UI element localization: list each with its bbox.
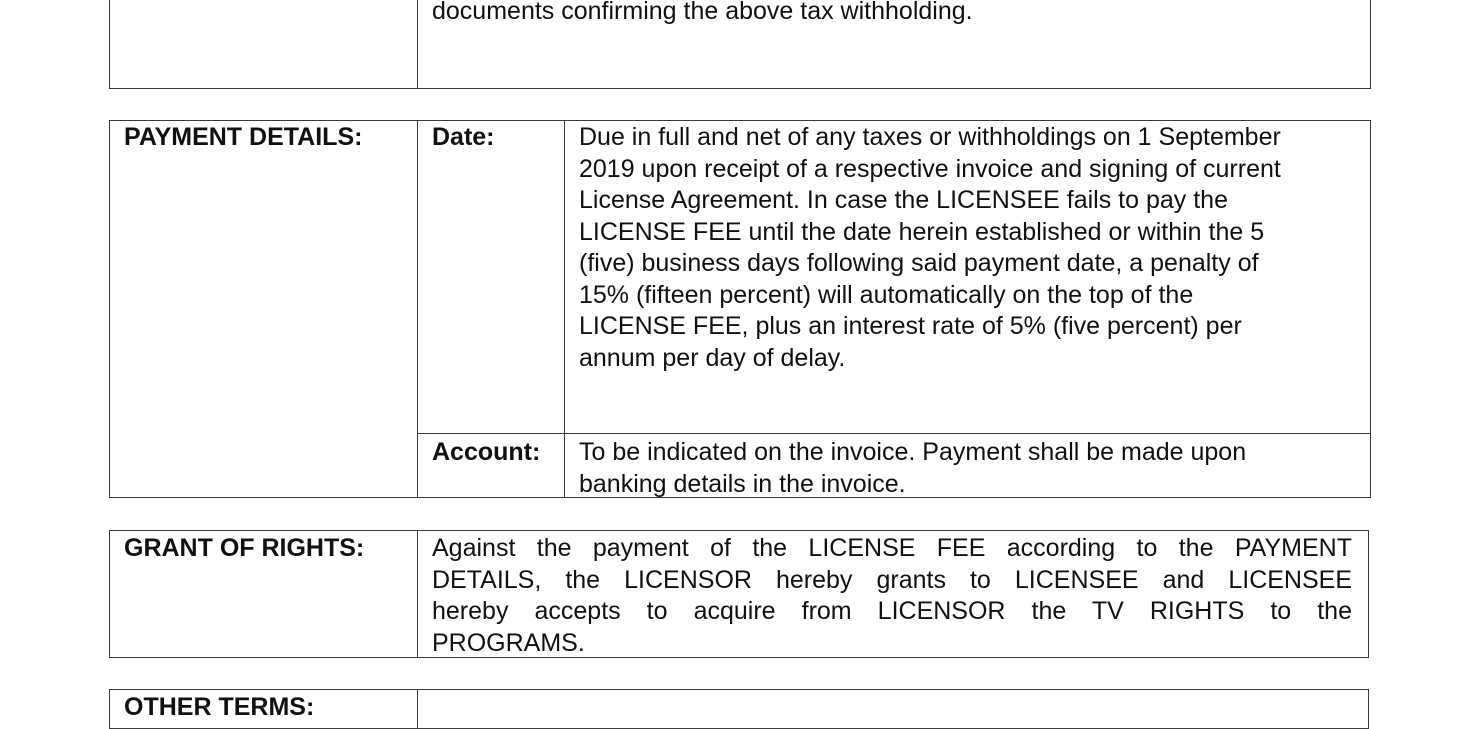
date-line: LICENSE FEE, plus an interest rate of 5% (five percent) per (579, 312, 1242, 340)
other-terms-divider (417, 689, 418, 729)
payment-details-row-divider (417, 433, 1371, 434)
other-terms-heading: OTHER TERMS: (124, 693, 315, 721)
payment-details-heading: PAYMENT DETAILS: (124, 123, 363, 151)
grant-of-rights-divider (417, 530, 418, 658)
grant-line: PROGRAMS. (432, 628, 585, 657)
date-line: LICENSE FEE until the date herein established or within the 5 (579, 217, 1265, 246)
grant-of-rights-heading: GRANT OF RIGHTS: (124, 534, 365, 562)
payment-details-divider-2 (564, 120, 565, 498)
account-line: banking details in the invoice. (579, 469, 906, 498)
date-line: Due in full and net of any taxes or withholdings on 1 September (579, 123, 1281, 151)
top-section-text: documents confirming the above tax withholding. (432, 0, 973, 25)
date-line: annum per day of delay. (579, 343, 846, 372)
date-line: 2019 upon receipt of a respective invoice and signing of current (579, 154, 1281, 183)
grant-line: hereby accepts to acquire from LICENSOR the TV RIGHTS to the (432, 597, 1352, 625)
date-line: (five) business days following said payment date, a penalty of (579, 249, 1259, 277)
payment-details-divider-1 (417, 120, 418, 498)
grant-line: DETAILS, the LICENSOR hereby grants to LICENSEE and LICENSEE (432, 565, 1352, 594)
grant-line: Against the payment of the LICENSE FEE according to the PAYMENT (432, 534, 1352, 562)
date-label: Date: (432, 123, 495, 151)
account-line: To be indicated on the invoice. Payment shall be made upon (579, 438, 1247, 466)
date-line: 15% (fifteen percent) will automatically on the top of the (579, 280, 1194, 309)
top-section-divider (417, 0, 418, 88)
date-line: License Agreement. In case the LICENSEE fails to pay the (579, 186, 1228, 214)
account-label: Account: (432, 438, 541, 466)
